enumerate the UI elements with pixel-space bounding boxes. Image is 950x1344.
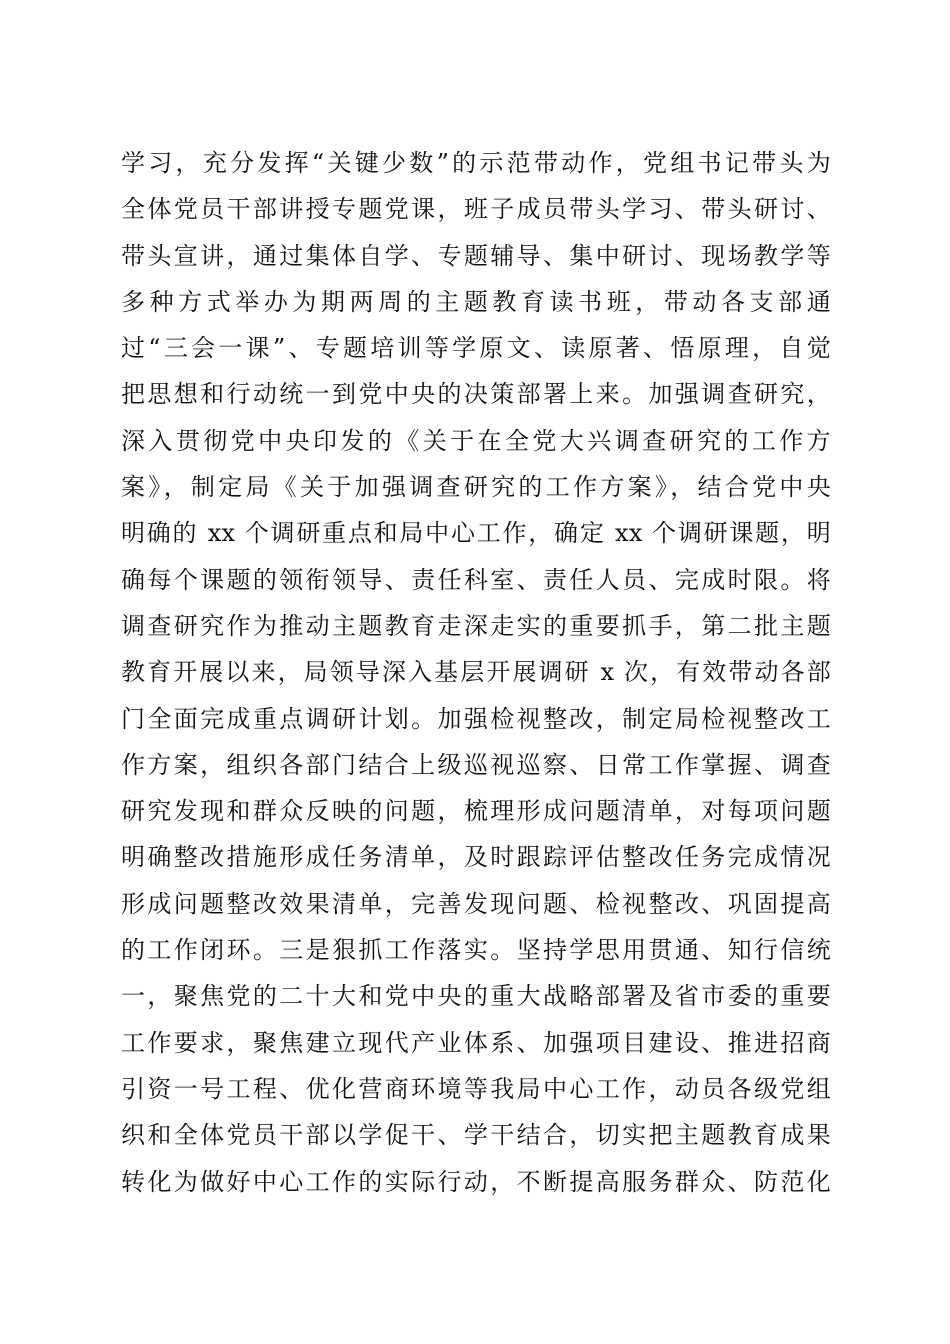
text-line: 明确整改措施形成任务清单，及时跟踪评估整改任务完成情况 [121,843,831,872]
text-line: 转化为做好中心工作的实际行动，不断提高服务群众、防范化 [121,1167,831,1196]
text-line: 研究发现和群众反映的问题，梳理形成问题清单，对每项问题 [121,797,831,826]
text-line: 把思想和行动统一到党中央的决策部署上来。加强调查研究， [121,380,831,409]
text-line: 织和全体党员干部以学促干、学干结合，切实把主题教育成果 [121,1121,831,1150]
text-line: 门全面完成重点调研计划。加强检视整改，制定局检视整改工 [121,704,831,733]
text-line: 一，聚焦党的二十大和党中央的重大战略部署及省市委的重要 [121,982,831,1011]
text-line: 调查研究作为推动主题教育走深走实的重要抓手，第二批主题 [121,611,831,640]
text-line: 工作要求，聚焦建立现代产业体系、加强项目建设、推进招商 [121,1028,831,1057]
text-line: 引资一号工程、优化营商环境等我局中心工作，动员各级党组 [121,1074,831,1103]
text-line: 教育开展以来，局领导深入基层开展调研 x 次，有效带动各部 [121,658,831,687]
text-line: 作方案，组织各部门结合上级巡视巡察、日常工作掌握、调查 [121,750,831,779]
text-line: 多种方式举办为期两周的主题教育读书班，带动各支部通 [121,287,831,316]
text-line: 学习，充分发挥“关键少数”的示范带动作，党组书记带头为 [121,149,831,177]
text-line: 深入贯彻党中央印发的《关于在全党大兴调查研究的工作方 [121,426,831,455]
text-line: 过“三会一课”、专题培训等学原文、读原著、悟原理，自觉 [121,334,831,363]
text-line: 形成问题整改效果清单，完善发现问题、检视整改、巩固提高 [121,889,831,918]
text-line: 带头宣讲，通过集体自学、专题辅导、集中研讨、现场教学等 [121,241,831,270]
body-paragraph [121,140,831,1205]
text-line: 明确的 xx 个调研重点和局中心工作，确定 xx 个调研课题，明 [121,519,831,548]
text-line: 的工作闭环。三是狠抓工作落实。坚持学思用贯通、知行信统 [121,936,831,965]
text-line: 确每个课题的领衔领导、责任科室、责任人员、完成时限。将 [121,565,831,594]
text-line: 案》，制定局《关于加强调查研究的工作方案》，结合党中央 [121,473,831,502]
text-line: 全体党员干部讲授专题党课，班子成员带头学习、带头研讨、 [121,195,831,224]
